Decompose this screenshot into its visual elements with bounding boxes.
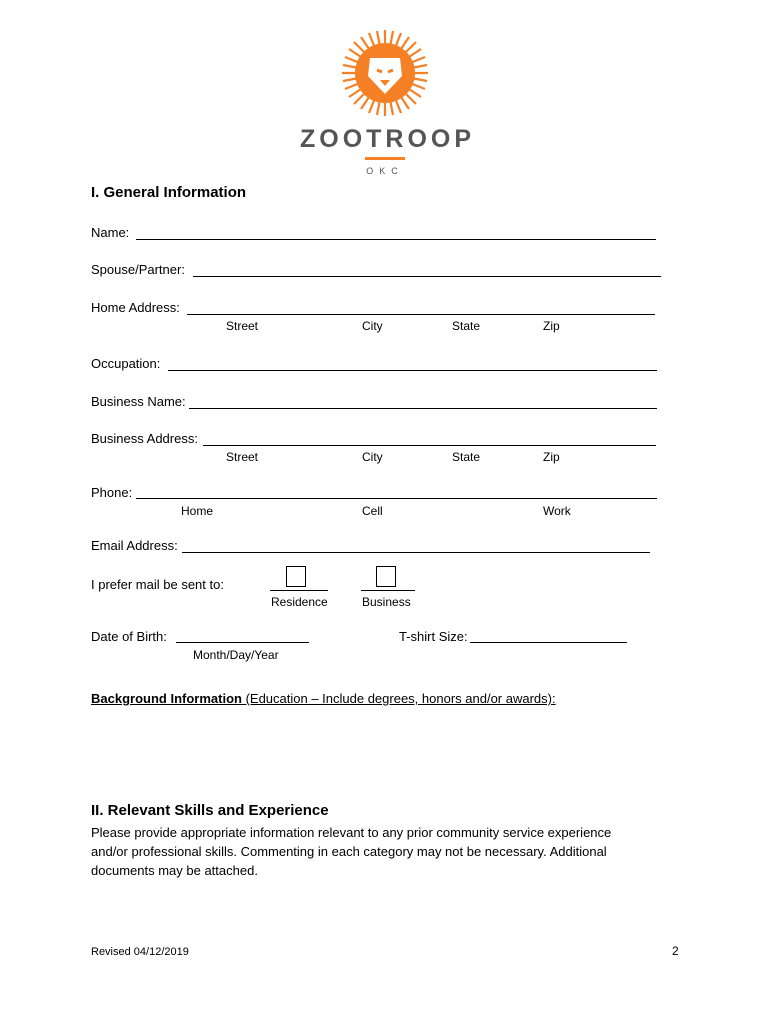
business-checkbox[interactable] <box>376 566 396 587</box>
business-address-label: Business Address: <box>91 431 198 446</box>
revised-date: Revised 04/12/2019 <box>91 946 189 958</box>
residence-underline <box>270 590 328 591</box>
name-field[interactable] <box>136 239 656 240</box>
dob-hint: Month/Day/Year <box>193 648 279 662</box>
dob-label: Date of Birth: <box>91 629 167 644</box>
business-address-zip: Zip <box>543 450 560 464</box>
phone-field[interactable] <box>136 498 657 499</box>
business-address-street: Street <box>226 450 259 464</box>
dob-field[interactable] <box>176 642 309 643</box>
brand-divider <box>365 157 405 160</box>
phone-work: Work <box>543 504 571 518</box>
business-address-city: City <box>362 450 383 464</box>
email-label: Email Address: <box>91 538 178 553</box>
skills-intro: Please provide appropriate information relevant to any prior community service experience and/or professional skills. Commenting in each category may not be necessary. Additional documents may be attached. <box>91 825 612 878</box>
business-underline <box>361 590 415 591</box>
brand-logo <box>340 28 430 118</box>
section-title-general: I. General Information <box>91 184 247 201</box>
residence-checkbox[interactable] <box>286 566 306 587</box>
phone-label: Phone: <box>91 485 133 500</box>
home-address-field[interactable] <box>187 314 655 315</box>
name-label: Name: <box>91 225 130 240</box>
spouse-label: Spouse/Partner: <box>91 262 185 277</box>
home-address-zip: Zip <box>543 319 560 333</box>
business-address-state: State <box>452 450 481 464</box>
brand-name: ZOOTROOP <box>300 125 476 153</box>
home-address-label: Home Address: <box>91 300 180 315</box>
brand-tagline: OKC <box>366 166 404 176</box>
business-name-label: Business Name: <box>91 394 186 409</box>
business-option-label: Business <box>362 595 411 609</box>
occupation-label: Occupation: <box>91 356 161 371</box>
spouse-field[interactable] <box>193 276 661 277</box>
business-address-field[interactable] <box>203 445 656 446</box>
phone-cell: Cell <box>362 504 383 518</box>
tshirt-label: T-shirt Size: <box>399 629 468 644</box>
phone-home: Home <box>181 504 214 518</box>
business-name-field[interactable] <box>189 408 657 409</box>
email-field[interactable] <box>182 552 650 553</box>
tshirt-field[interactable] <box>470 642 627 643</box>
home-address-state: State <box>452 319 481 333</box>
occupation-field[interactable] <box>168 370 657 371</box>
page-number: 2 <box>672 944 679 958</box>
residence-option-label: Residence <box>271 595 328 609</box>
background-info-bold: Background Information <box>91 691 242 706</box>
section-title-skills: II. Relevant Skills and Experience <box>91 802 329 819</box>
background-info-heading <box>91 691 556 706</box>
background-info-rest: (Education – Include degrees, honors and/or awards): <box>241 691 556 706</box>
home-address-street: Street <box>226 319 259 333</box>
lion-icon <box>340 28 430 118</box>
mail-pref-label: I prefer mail be sent to: <box>91 577 224 592</box>
home-address-city: City <box>362 319 383 333</box>
